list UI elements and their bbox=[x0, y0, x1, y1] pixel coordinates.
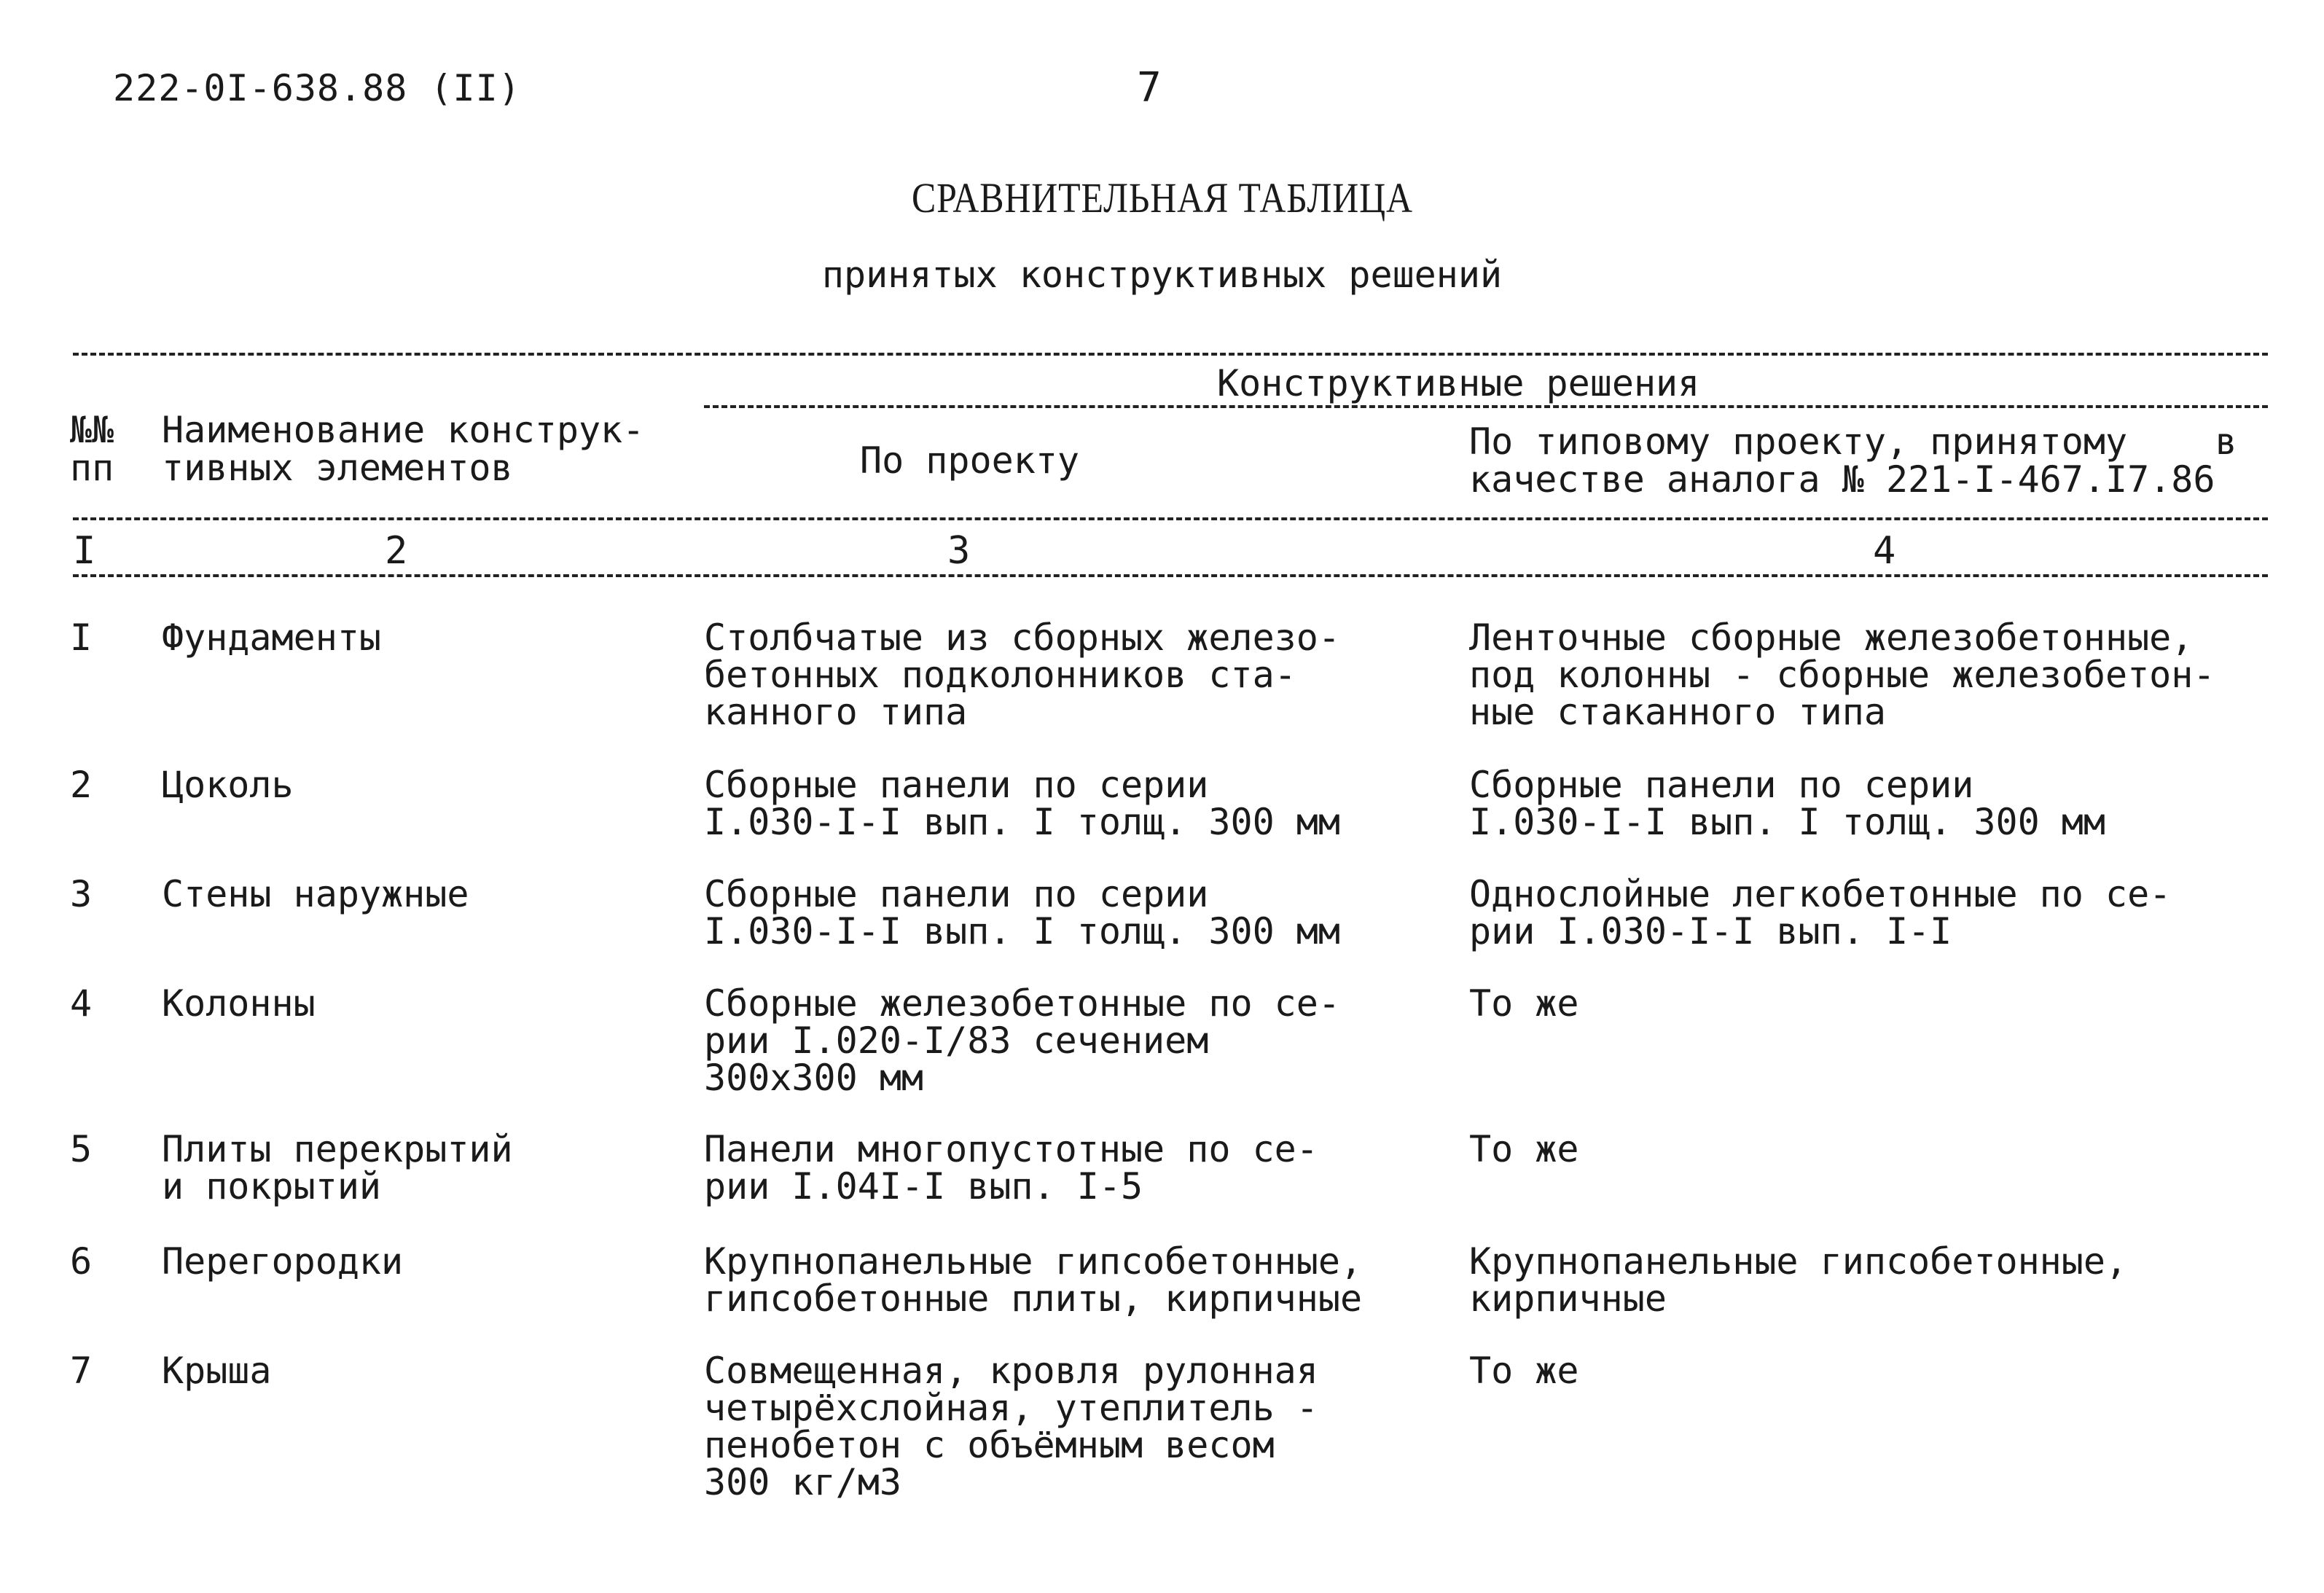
col-typical-header-line1: По типовому проекту, принятому в bbox=[1469, 420, 2237, 463]
typical-solution: Сборные панели по серии I.030-I-I вып. I толщ. 300 мм bbox=[1469, 764, 2105, 843]
element-name: Фундаменты bbox=[162, 617, 382, 659]
project-solution: Совмещенная, кровля рулонная четырёхслойная, утеплитель - пенобетон с объёмным весом 300 кг/м3 bbox=[704, 1350, 1318, 1503]
page-number: 7 bbox=[1137, 64, 1162, 111]
col-name-header-line2: тивных элементов bbox=[162, 447, 513, 489]
element-name: Цоколь bbox=[162, 764, 294, 806]
col-name-header-line1: Наименование конструк- bbox=[162, 409, 645, 451]
project-solution: Столбчатые из сборных железо- бетонных подколонников ста- канного типа bbox=[704, 617, 1340, 733]
col-typical-header-line2: качестве аналога № 221-I-467.I7.86 bbox=[1469, 458, 2215, 501]
col-no-header-line2: пп bbox=[70, 447, 114, 489]
table-top-rule bbox=[73, 353, 2268, 356]
column-number-4: 4 bbox=[1873, 529, 1896, 573]
row-number: I bbox=[70, 617, 93, 659]
project-solution: Сборные железобетонные по се- рии I.020-I/83 сечением 300х300 мм bbox=[704, 982, 1340, 1099]
typical-solution: Ленточные сборные железобетонные, под колонны - сборные железобетон- ные стаканного типа bbox=[1469, 617, 2215, 733]
row-number: 2 bbox=[70, 764, 93, 806]
row-number: 5 bbox=[70, 1128, 93, 1170]
element-name: Плиты перекрытий и покрытий bbox=[162, 1128, 513, 1208]
project-solution: Панели многопустотные по се- рии I.04I-I вып. I-5 bbox=[704, 1128, 1318, 1208]
typical-solution: Однослойные легкобетонные по се- рии I.030-I-I вып. I-I bbox=[1469, 873, 2172, 952]
project-solution: Крупнопанельные гипсобетонные, гипсобетонные плиты, кирпичные bbox=[704, 1240, 1363, 1320]
table-subtitle: принятых конструктивных решений bbox=[821, 254, 1503, 296]
row-number: 7 bbox=[70, 1350, 93, 1392]
table-title bbox=[0, 173, 2324, 222]
col-project-header: По проекту bbox=[860, 439, 1080, 482]
column-number-1: I bbox=[73, 529, 96, 573]
element-name: Перегородки bbox=[162, 1240, 404, 1283]
header-bottom-rule bbox=[73, 517, 2268, 520]
group-header-rule bbox=[704, 405, 2268, 408]
element-name: Колонны bbox=[162, 982, 316, 1025]
document-code: 222-0I-638.88 (II) bbox=[113, 67, 521, 109]
typical-solution: То же bbox=[1469, 1128, 1579, 1170]
row-number: 3 bbox=[70, 873, 93, 915]
row-number: 4 bbox=[70, 982, 93, 1025]
column-number-3: 3 bbox=[947, 529, 971, 573]
column-numbers-rule bbox=[73, 574, 2268, 577]
typical-solution: То же bbox=[1469, 982, 1579, 1025]
table-title-text: СРАВНИТЕЛЬНАЯ ТАБЛИЦА bbox=[911, 174, 1413, 222]
element-name: Крыша bbox=[162, 1350, 272, 1392]
typical-solution: Крупнопанельные гипсобетонные, кирпичные bbox=[1469, 1240, 2128, 1320]
column-number-2: 2 bbox=[385, 529, 408, 573]
element-name: Стены наружные bbox=[162, 873, 469, 915]
project-solution: Сборные панели по серии I.030-I-I вып. I толщ. 300 мм bbox=[704, 764, 1340, 843]
typical-solution: То же bbox=[1469, 1350, 1579, 1392]
row-number: 6 bbox=[70, 1240, 93, 1283]
col-no-header-line1: №№ bbox=[70, 409, 114, 451]
group-header: Конструктивные решения bbox=[1217, 362, 1700, 404]
project-solution: Сборные панели по серии I.030-I-I вып. I толщ. 300 мм bbox=[704, 873, 1340, 952]
